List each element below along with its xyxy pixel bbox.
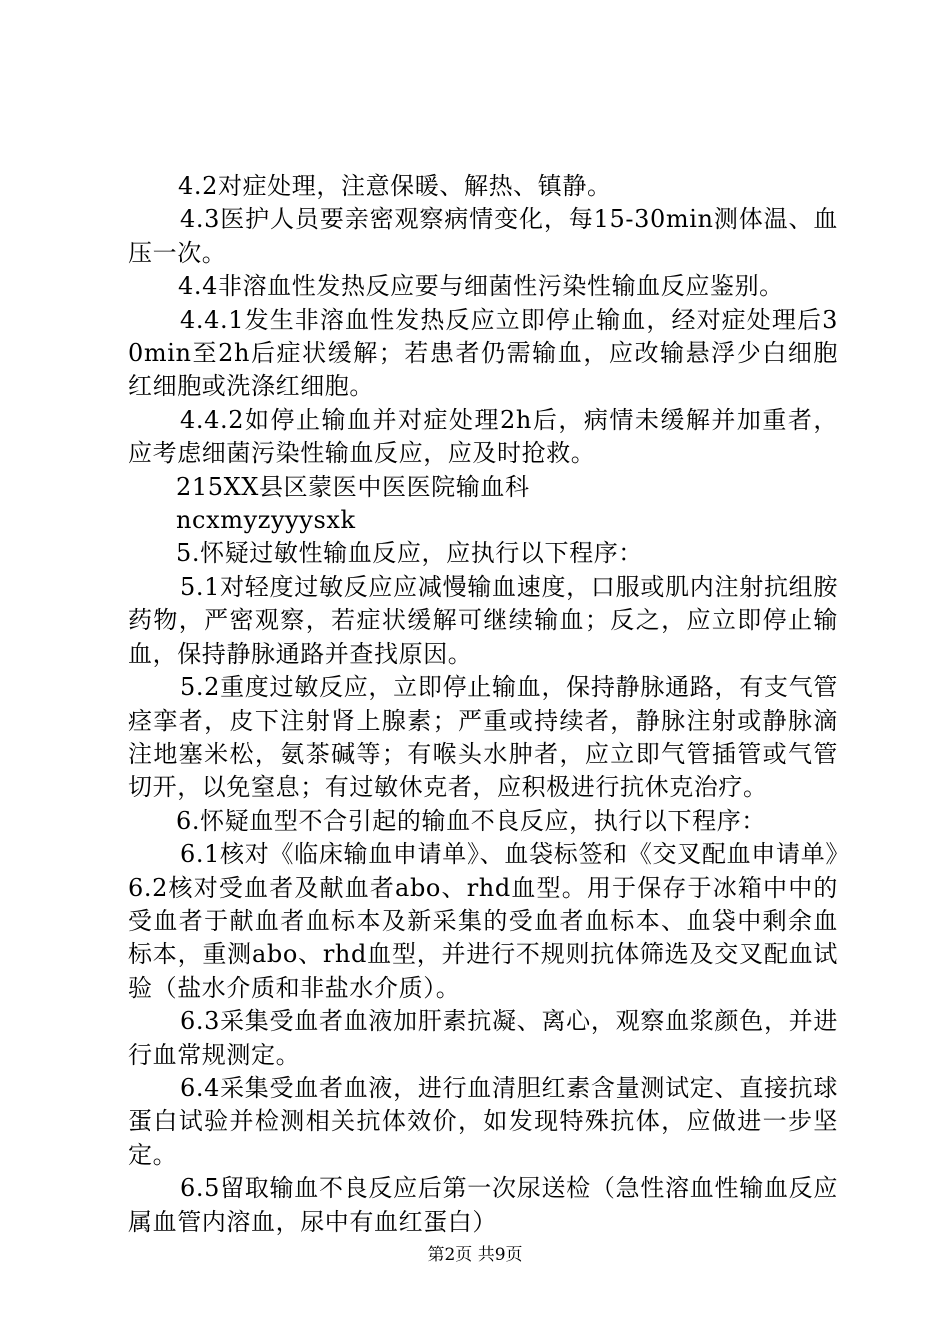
paragraph-6-5: 6.5留取输血不良反应后第一次尿送检（急性溶血性输血反应属血管内溶血，尿中有血红蛋白）	[128, 1174, 838, 1236]
paragraph-hospital-code: ncxmyzyyysxk	[176, 506, 356, 535]
paragraph-5-2: 5.2重度过敏反应，立即停止输血，保持静脉通路，有支气管痉挛者，皮下注射肾上腺素；严重或持续者，静脉注射或静脉滴注地塞米松，氨茶碱等；有喉头水肿者，应立即气管插管或气管切开，以免窒息；有过敏休克者，应积极进行抗休克治疗。	[128, 673, 838, 802]
paragraph-4-2: 4.2对症处理，注意保暖、解热、镇静。	[178, 172, 612, 200]
paragraph-5-1: 5.1对轻度过敏反应应减慢输血速度，口服或肌内注射抗组胺药物，严密观察，若症状缓解可继续输血；反之，应立即停止输血，保持静脉通路并查找原因。	[128, 572, 838, 668]
paragraph-4-3: 4.3医护人员要亲密观察病情变化，每15-30min测体温、血压一次。	[128, 205, 838, 267]
paragraph-6: 6.怀疑血型不合引起的输血不良反应，执行以下程序：	[176, 806, 766, 835]
paragraph-4-4: 4.4非溶血性发热反应要与细菌性污染性输血反应鉴别。	[178, 272, 784, 301]
paragraph-4-4-2: 4.4.2如停止输血并对症处理2h后，病情未缓解并加重者，应考虑细菌污染性输血反应，应及时抢救。	[128, 405, 838, 468]
paragraph-hospital-name: 215XX县区蒙医中医医院输血科	[176, 472, 530, 501]
paragraph-6-1: 6.1核对《临床输血申请单》、血袋标签和《交叉配血申请单》6.2核对受血者及献血者abo、rhd血型。用于保存于冰箱中中的受血者于献血者血标本及新采集的受血者血标本、血袋中剩余血标本，重测abo、rhd血型，并进行不规则抗体筛选及交叉配血试验（盐水介质和非盐水介质）。	[128, 840, 838, 1002]
paragraph-4-4-1: 4.4.1发生非溶血性发热反应立即停止输血，经对症处理后30min至2h后症状缓解；若患者仍需输血，应改输悬浮少白细胞红细胞或洗涤红细胞。	[128, 305, 838, 401]
paragraph-6-3: 6.3采集受血者血液加肝素抗凝、离心，观察血浆颜色，并进行血常规测定。	[128, 1007, 838, 1069]
document-body	[128, 170, 838, 1239]
page-footer: 第2页 共9页	[427, 1245, 523, 1265]
paragraph-6-4: 6.4采集受血者血液，进行血清胆红素含量测试定、直接抗球蛋白试验并检测相关抗体效价，如发现特殊抗体，应做进一步坚定。	[128, 1073, 838, 1169]
paragraph-5: 5.怀疑过敏性输血反应，应执行以下程序：	[176, 539, 643, 568]
